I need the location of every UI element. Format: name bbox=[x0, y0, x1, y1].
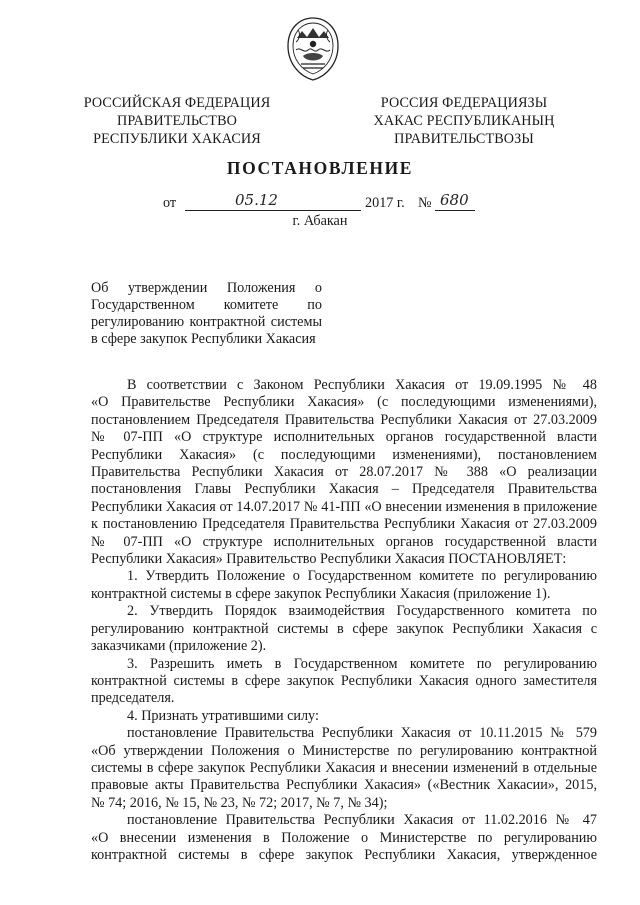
date-underline bbox=[185, 210, 361, 211]
body-line: № 07-ПП «О структуре исполнительных органов государственной власти bbox=[91, 533, 597, 550]
body-line: председателя. bbox=[91, 690, 175, 707]
document-type-title: ПОСТАНОВЛЕНИЕ bbox=[226, 158, 414, 178]
body-line: № 07-ПП «О структуре исполнительных органов государственной власти bbox=[91, 429, 597, 446]
body-line: заказчиками (приложение 2). bbox=[91, 638, 267, 655]
body-line: контрактной системы в сфере закупок Республики Хакасия (приложение 1). bbox=[91, 585, 551, 602]
header-left-line: РОССИЙСКАЯ ФЕДЕРАЦИЯ bbox=[83, 95, 271, 111]
body-line: системы в сфере закупок Республики Хакасия и внесении изменений в отдельные bbox=[91, 759, 597, 776]
header-left-line: ПРАВИТЕЛЬСТВО bbox=[117, 113, 237, 129]
header-right-line: ПРАВИТЕЛЬСТВОЗЫ bbox=[394, 131, 534, 147]
body-line: Правительства Республики Хакасия от 28.07.2017 № 388 «О реализации bbox=[91, 464, 597, 481]
coat-of-arms-emblem bbox=[284, 16, 342, 82]
body-line: Республики Хакасия» (с последующими изменениями), постановлением bbox=[91, 446, 597, 463]
subject-line: регулированию контрактной системы bbox=[91, 314, 322, 330]
body-line: регулированию контрактной системы в сфере закупок Республики Хакасия с bbox=[91, 620, 597, 637]
body-line: Республики Хакасия» Правительство Республики Хакасия ПОСТАНОВЛЯЕТ: bbox=[91, 551, 567, 568]
number-underline bbox=[435, 210, 475, 211]
body-line: постановление Правительства Республики Хакасия от 11.02.2016 № 47 bbox=[127, 812, 597, 829]
document-body bbox=[91, 377, 597, 864]
body-line: № 74; 2016, № 15, № 23, № 72; 2017, № 7, № 34); bbox=[91, 794, 388, 811]
body-line: контрактной системы в сфере закупок Республики Хакасия, утвержденное bbox=[91, 846, 597, 863]
body-line: 1. Утвердить Положение о Государственном комитете по регулированию bbox=[127, 568, 597, 585]
date-prefix: от bbox=[163, 195, 177, 211]
date-year: 2017 г. bbox=[365, 195, 405, 211]
header-left-line: РЕСПУБЛИКИ ХАКАСИЯ bbox=[93, 131, 261, 147]
header-right-line: ХАКАС РЕСПУБЛИКАНЫҢ bbox=[373, 113, 555, 129]
header-right-line: РОССИЯ ФЕДЕРАЦИЯЗЫ bbox=[380, 95, 548, 111]
header-russian bbox=[78, 94, 276, 148]
body-line: «Об утверждении Положения о Министерстве по регулированию контрактной bbox=[91, 742, 597, 759]
body-line: 3. Разрешить иметь в Государственном комитете по регулированию bbox=[127, 655, 597, 672]
date-number-line bbox=[163, 193, 483, 213]
body-line: «О Правительстве Республики Хакасия» (с последующими изменениями), bbox=[91, 394, 597, 411]
body-line: правовые акты Правительства Республики Хакасия» («Вестник Хакасии», 2015, bbox=[91, 777, 597, 794]
body-line: Республики Хакасия от 14.07.2017 № 41-ПП «О внесении изменения в приложение bbox=[91, 498, 597, 515]
document-subject bbox=[91, 280, 322, 348]
body-line: к постановлению Председателя Правительства Республики Хакасия от 27.03.2009 bbox=[91, 516, 597, 533]
handwritten-number: 680 bbox=[440, 191, 469, 209]
body-line: постановления Главы Республики Хакасия – Председателя Правительства bbox=[91, 481, 597, 498]
body-line: «О внесении изменения в Положение о Министерстве по регулированию bbox=[91, 829, 597, 846]
header-khakas bbox=[364, 94, 564, 148]
body-line: В соответствии с Законом Республики Хакасия от 19.09.1995 № 48 bbox=[127, 377, 597, 393]
subject-line: в сфере закупок Республики Хакасия bbox=[91, 331, 316, 347]
body-line: постановлением Председателя Правительства Республики Хакасия от 27.03.2009 bbox=[91, 411, 597, 428]
body-line: 4. Признать утратившими силу: bbox=[127, 707, 319, 724]
subject-line: Об утверждении Положения о bbox=[91, 280, 322, 296]
body-line: 2. Утвердить Порядок взаимодействия Государственного комитета по bbox=[127, 603, 597, 620]
number-sign: № bbox=[418, 195, 432, 211]
body-line: контрактной системы в сфере закупок Республики Хакасия одного заместителя bbox=[91, 672, 597, 689]
city-label: г. Абакан bbox=[292, 213, 348, 229]
body-line: постановление Правительства Республики Хакасия от 10.11.2015 № 579 bbox=[127, 725, 597, 742]
subject-line: Государственном комитете по bbox=[91, 297, 322, 313]
handwritten-date: 05.12 bbox=[235, 191, 278, 209]
